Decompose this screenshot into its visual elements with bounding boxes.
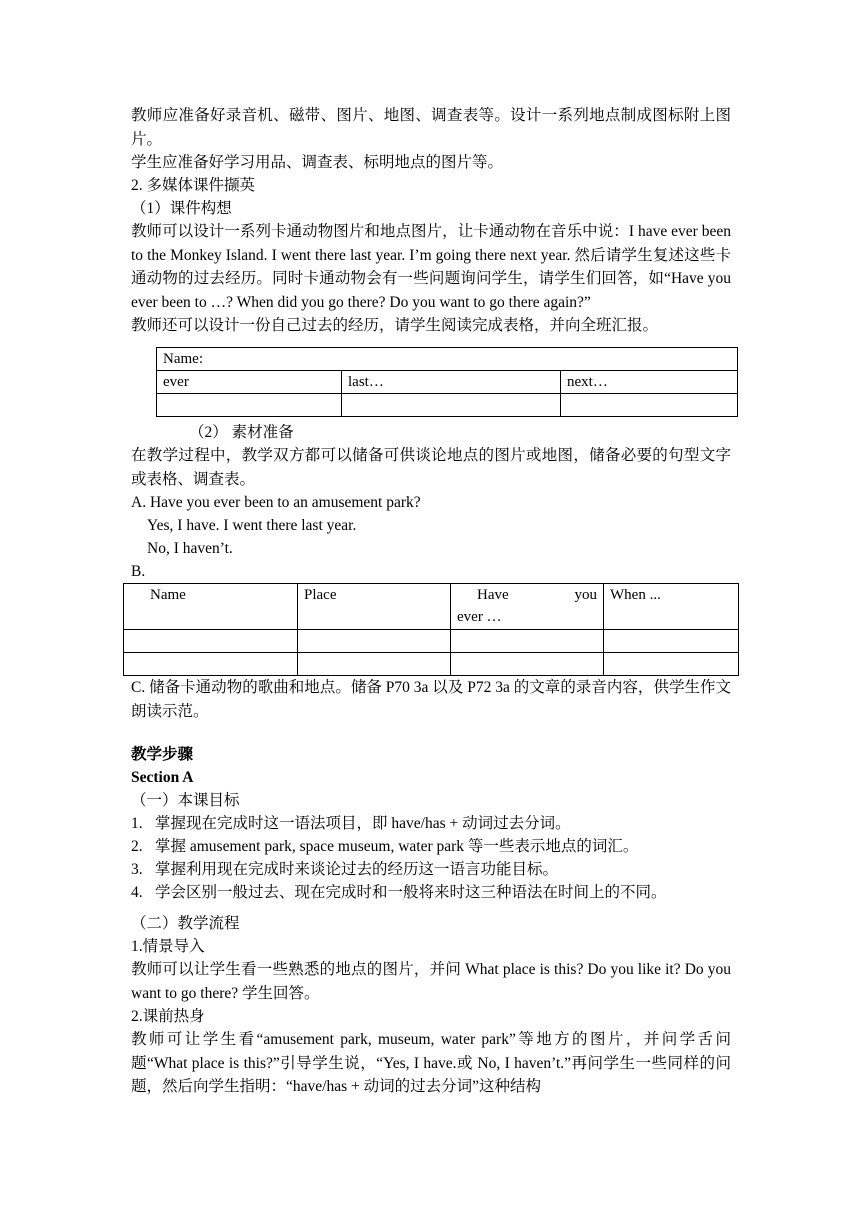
survey-header-row: [124, 584, 739, 630]
example-a-answer-no: No, I haven’t.: [147, 540, 233, 557]
table-cell: [604, 630, 739, 653]
flow1-title: 1.情景导入: [131, 938, 205, 955]
table-cell: [451, 630, 604, 653]
table-cell: [298, 653, 451, 676]
goal-item: 1. 掌握现在完成时这一语法项目，即 have/has + 动词过去分词。: [131, 815, 571, 832]
materials-paragraph: 在教学过程中，教学双方都可以储备可供谈论地点的图片或地图，储备必要的句型文字或表格、调查表。: [131, 447, 731, 488]
goals-title: （一）本课目标: [131, 792, 240, 809]
table-cell: [298, 630, 451, 653]
example-a-question: A. Have you ever been to an amusement park?: [131, 494, 421, 511]
table-cell: [157, 394, 342, 417]
table-cell: [124, 630, 298, 653]
prep-student-paragraph: 学生应准备好学习用品、调查表、标明地点的图片等。: [131, 154, 504, 171]
header-name: Name: [124, 584, 298, 630]
subheading-courseware-idea: （1）课件构想: [131, 200, 232, 217]
table-name-cell: Name:: [157, 348, 738, 371]
flow2-paragraph: 教师可让学生看“amusement park, museum, water park”等地方的图片，并问学舌问题“What place is this?”引导学生说，“Yes, I have.或 No, I haven’t.”再问学生一些同样的问题，然后向学生指明：“have/has + 动词的过去分词”这种结构: [131, 1031, 731, 1095]
subheading-materials: （2） 素材准备: [189, 424, 294, 441]
flow1-paragraph: 教师可以让学生看一些熟悉的地点的图片，并问 What place is this? Do you like it? Do you want to go there? 学生回答。: [131, 961, 731, 1002]
table-cell: [561, 394, 738, 417]
header-have-you-ever: Have you ever …: [451, 584, 604, 630]
heading-multimedia: 2. 多媒体课件撷英: [131, 177, 256, 194]
example-c-paragraph: C. 储备卡通动物的歌曲和地点。储备 P70 3a 以及 P72 3a 的文章的录音内容，供学生作文朗读示范。: [131, 679, 731, 720]
table-cell: [604, 653, 739, 676]
table-row: [124, 653, 739, 676]
experience-paragraph: 教师还可以设计一份自己过去的经历，请学生阅读完成表格，并向全班汇报。: [131, 317, 659, 334]
table-row: [157, 394, 738, 417]
flow-title: （二）教学流程: [131, 915, 240, 932]
steps-title: 教学步骤: [131, 746, 194, 763]
header-ever: ever: [157, 371, 342, 394]
experience-table: [156, 347, 738, 417]
section-a-title: Section A: [131, 769, 194, 786]
example-a-answer-yes: Yes, I have. I went there last year.: [147, 517, 357, 534]
header-place: Place: [298, 584, 451, 630]
flow2-title: 2.课前热身: [131, 1008, 205, 1025]
goal-item: 3. 掌握利用现在完成时来谈论过去的经历这一语言功能目标。: [131, 861, 559, 878]
prep-teacher-paragraph: 教师应准备好录音机、磁带、图片、地图、调查表等。设计一系列地点制成图标附上图片。: [131, 107, 731, 148]
goal-item: 4. 学会区别一般过去、现在完成时和一般将来时这三种语法在时间上的不同。: [131, 884, 667, 901]
header-next: next…: [561, 371, 738, 394]
table-cell: [124, 653, 298, 676]
courseware-paragraph: 教师可以设计一系列卡通动物图片和地点图片，让卡通动物在音乐中说：I have ever been to the Monkey Island. I went there last year. I’m going there next year. 然后请学生复述这些卡通动物的过去经历。同时卡通动物会有一些问题询问学生，请学生们回答，如“Have you ever been to …? When did you go there? Do you want to go there again?”: [131, 223, 731, 311]
table-cell: [342, 394, 561, 417]
header-when: When ...: [604, 584, 739, 630]
goal-item: 2. 掌握 amusement park, space museum, water park 等一些表示地点的词汇。: [131, 838, 639, 855]
survey-table: [123, 583, 739, 676]
document-page: [131, 104, 731, 1099]
header-last: last…: [342, 371, 561, 394]
table-header-row: [157, 371, 738, 394]
table-cell: [451, 653, 604, 676]
example-b-label: B.: [131, 563, 146, 580]
table-row: [124, 630, 739, 653]
